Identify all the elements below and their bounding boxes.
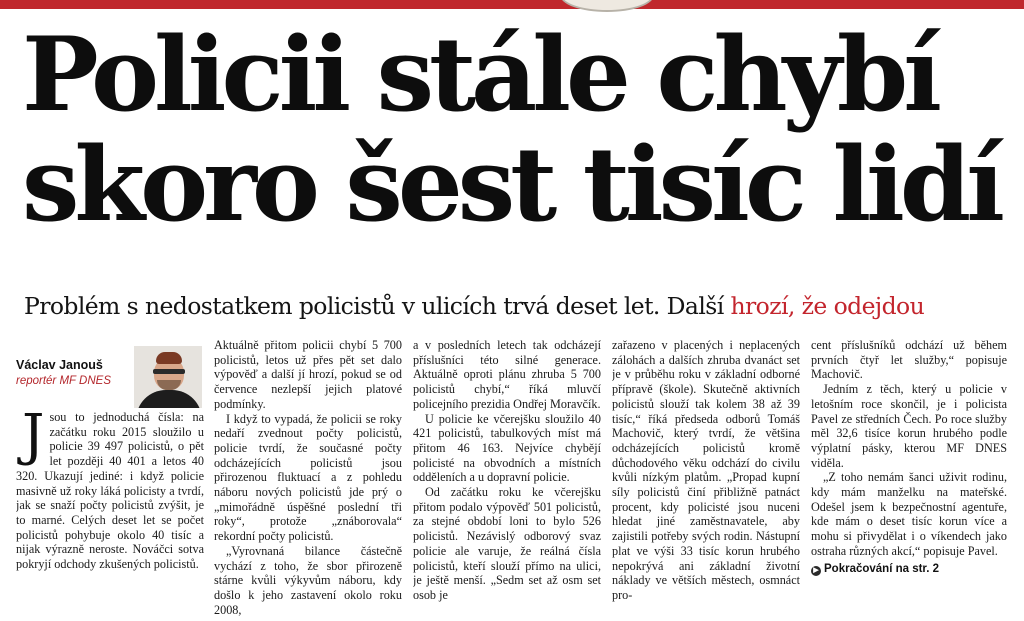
lead-paragraph — [16, 403, 204, 572]
author-photo — [134, 346, 202, 408]
drop-cap: J — [22, 403, 45, 468]
article-body — [16, 338, 1016, 618]
column-3 — [413, 338, 601, 618]
headline-line-2: skoro šest tisíc lidí — [22, 125, 1001, 245]
continued-link[interactable] — [811, 562, 1007, 577]
paragraph: Jedním z těch, který u policie v letošním roce skončil, je i policista Pavel ze středních Čech. Po roce služby měl 32,6 tisíce korun hrubého podle výplatní pásky, kterou MF DNES viděla. — [811, 382, 1007, 470]
lead-text: sou to jednoduchá čísla: na začátku roku 2015 sloužilo u policie 39 497 policistů, o pět let později 40 401 a letos 40 320. Ukazují jediné: i když policie masivně už roky láká policisty a tvrdí, jak se snaží počty policistů zvýšit, je to marné. Celých deset let se počet policistů pohybuje okolo 40 tisíc a nijak výrazně neroste. Nováčci sotva pokryjí odchody zkušených policistů. — [16, 410, 204, 572]
paragraph: a v posledních letech tak odcházejí příslušníci této silné generace. Aktuálně oproti plánu zhruba 5 700 policistů chybí,“ říká mluvčí policejního prezidia Ondřej Moravčík. — [413, 338, 601, 411]
top-red-rule — [0, 0, 1024, 9]
headline-line-1: Policii stále chybí — [22, 15, 937, 135]
paragraph: U policie ke včerejšku sloužilo 40 421 policistů, tabulkových míst má přitom 46 163. Nejvíce chybějí policisté na obvodních a místních odděleních a u dopravní policie. — [413, 411, 601, 485]
column-5 — [811, 338, 1007, 618]
author-role: reportér MF DNES — [16, 375, 112, 387]
column-1 — [16, 338, 204, 618]
paragraph: „Z toho nemám šanci uživit rodinu, kdy mám manželku na mateřské. Odešel jsem k bezpečnostní agentuře, kde mám o deset tisíc korun více a mohu si přivydělat i o víkendech jako ostraha různých akcí,“ popisuje Pavel. — [811, 470, 1007, 558]
paragraph: I když to vypadá, že policii se roky nedaří zvednout počty policistů, policie tvrdí, že současné počty odcházejících policistů jsou přirozenou fluktuací a z pohledu náboru nových policistů jde prý o „mimořádně úspěšné poslední tři roky“, protože „znáborovala“ rekordní počty policistů. — [214, 411, 402, 544]
column-2 — [214, 338, 402, 618]
paragraph: cent příslušníků odchází už během prvních čtyř let služby,“ popisuje Machovič. — [811, 338, 1007, 382]
paragraph: „Vyrovnaná bilance částečně vychází z toho, že sbor přirozeně stárne kvůli výkyvům náboru, kdy došlo k jeho zastavení okolo roku 2008, — [214, 543, 402, 617]
arrow-circle-icon: ▶ — [811, 566, 821, 576]
byline — [16, 338, 204, 410]
paragraph: Aktuálně přitom policii chybí 5 700 policistů, letos už přes pět set dalo výpověď a další jí hrozí, pokud se od července nezlepší jejich platové podmínky. — [214, 338, 402, 411]
subheadline — [24, 292, 1014, 320]
author-name: Václav Janouš — [16, 358, 103, 372]
subheadline-highlight: hrozí, že odejdou — [730, 292, 925, 320]
subheadline-main: Problém s nedostatkem policistů v ulicích trvá deset let. Další — [24, 292, 731, 320]
column-4 — [612, 338, 800, 618]
paragraph: Od začátku roku ke včerejšku přitom podalo výpověď 501 policistů, za stejné období loni to bylo 526 policistů. Nezávislý odborový svaz policie ale varuje, že reálná čísla policistů, kteří slouží přímo na ulici, je ještě menší. „Sedm set až osm set osob je — [413, 485, 601, 602]
top-image-fragment — [560, 0, 654, 12]
continued-label: Pokračování na str. 2 — [824, 562, 940, 575]
paragraph: zařazeno v placených i neplacených zálohách a dalších zhruba dvanáct set je v průběhu roku v základní odborné přípravě (škole). Skutečně aktivních policistů slouží tak kolem 38 až 39 tisíc,“ říká předseda odborů Tomáš Machovič, který tvrdí, že většina odcházejících policistů kromě důchodového věku odchází do civilu kvůli nízkým platům. „Propad kupní síly policistů činí přibližně patnáct procent, kdy policisté jsou nuceni hledat jiné zaměstnavatele, aby zajistili potřeby svých rodin. Nástupní plat ve výši 33 tisíc korun hrubého nepokrývá ani základní životní náklady ve větších městech, osmnáct pro- — [612, 338, 800, 602]
headline — [22, 15, 1012, 245]
